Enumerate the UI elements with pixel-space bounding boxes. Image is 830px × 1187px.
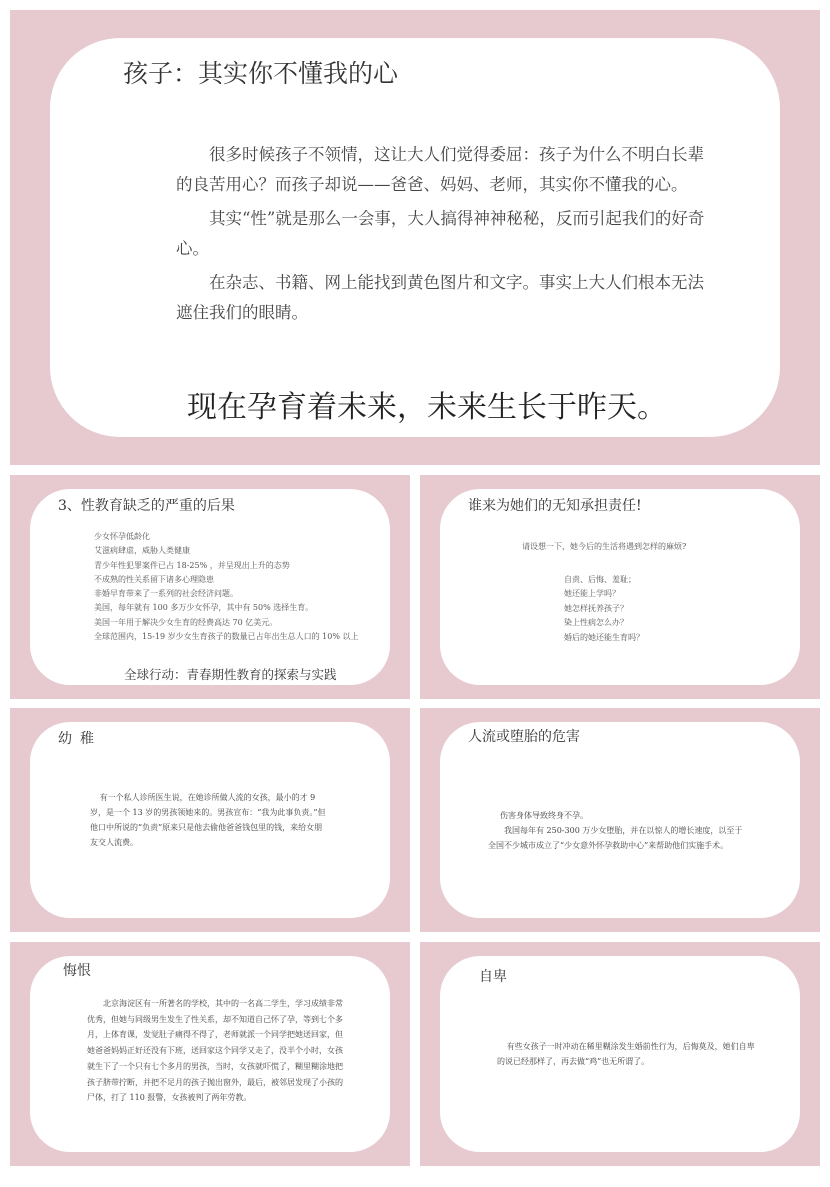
slide-body — [497, 1039, 759, 1069]
paragraph: 有些女孩子一时冲动在稀里糊涂发生婚前性行为，后悔莫及，她们自卑的说已经那样了，再去做“鸡”也无所谓了。 — [497, 1042, 755, 1066]
list-item: 艾滋病肆虐，威胁人类健康 — [94, 546, 190, 556]
slide-title: 人流或堕胎的危害 — [468, 729, 580, 745]
slide-title: 悔恨 — [63, 963, 91, 979]
list-item: 婚后的她还能生育吗？ — [564, 632, 644, 642]
slide-prompt: 请设想一下，她今后的生活将遇到怎样的麻烦? — [522, 542, 687, 551]
paragraph: 有一个私人诊所医生说，在她诊所做人流的女孩，最小的才 9 岁，是一个 13 岁的男孩领她来的。男孩宣布：“我为此事负责。”但他口中所说的“负责”原来只是他去偷他爸爸钱包里的钱，来给女朋友交人流费。 — [90, 793, 326, 847]
list-item: 美国，每年就有 100 多万少女怀孕，其中有 50% 选择生育。 — [94, 603, 314, 613]
paragraph: 在杂志、书籍、网上能找到黄色图片和文字。事实上大人们根本无法遮住我们的眼睛。 — [176, 273, 704, 322]
slide-4 — [10, 708, 410, 932]
slide-body — [488, 808, 744, 853]
slide-5 — [420, 708, 820, 932]
slide-title: 自卑 — [479, 969, 507, 985]
consequence-list — [94, 530, 358, 644]
slide-footer: 全球行动：青春期性教育的探索与实践 — [124, 667, 337, 682]
list-item: 自责、后悔、羞耻； — [564, 575, 636, 584]
paragraph: 其实“性”就是那么一会事，大人搞得神神秘秘，反而引起我们的好奇心。 — [176, 209, 705, 258]
list-item: 青少年性犯罪案件已占 18-25% ，并呈现出上升的态势 — [94, 560, 290, 570]
list-item: 少女怀孕低龄化 — [94, 532, 150, 541]
slide-2 — [10, 475, 410, 699]
slide-6 — [10, 942, 410, 1166]
slide-body — [90, 790, 330, 850]
paragraph: 伤害身体导致终身不孕。 — [500, 811, 588, 820]
slide-title: 3、性教育缺乏的严重的后果 — [58, 498, 235, 514]
list-item: 美国一年用于解决少女生育的经费高达 70 亿美元。 — [94, 617, 278, 627]
question-list — [564, 573, 644, 645]
slide-3 — [420, 475, 820, 699]
slide-7 — [420, 942, 820, 1166]
slide-title: 幼稚 — [58, 731, 102, 747]
list-item: 全球范围内，15-19 岁少女生育孩子的数量已占年出生总人口的 10% 以上 — [94, 632, 359, 642]
paragraph: 北京海淀区有一所著名的学校，其中的一名高二学生，学习成绩非常优秀，但她与同级男生发生了性关系，却不知道自己怀了孕，等到七个多月，上体育课，发觉肚子痛得不得了，老师就派一个同学把她送回家，但她爸爸妈妈正好还没有下班，送回家这个同学又走了，没半个小时，女孩就生下了一个只有七个多月的男孩，当时，女孩就吓慌了，糊里糊涂地把孩子脐带拧断，并把不足月的孩子抛出窗外，最后，被邻居发现了小孩的尸体，打了 110 报警，女孩被判了两年劳教。 — [87, 999, 343, 1103]
list-item: 染上性病怎么办？ — [564, 618, 628, 628]
slide-title: 孩子：其实你不懂我的心 — [123, 59, 399, 88]
list-item: 她怎样抚养孩子？ — [564, 603, 628, 613]
list-item: 不成熟的性关系留下诸多心理隐患 — [94, 574, 214, 584]
paragraph: 我国每年有 250-300 万少女堕胎，并在以惊人的增长速度，以至于全国不少城市成立了“少女意外怀孕救助中心”来帮助他们实施手术。 — [488, 826, 743, 850]
slide-title: 谁来为她们的无知承担责任! — [468, 498, 642, 514]
slide-body — [176, 140, 716, 332]
slide-1 — [10, 10, 820, 465]
slide-body — [87, 996, 343, 1106]
list-item: 她还能上学吗？ — [564, 589, 620, 599]
list-item: 非婚早育带来了一系列的社会经济问题。 — [94, 589, 238, 599]
paragraph: 很多时候孩子不领情，这让大人们觉得委屈：孩子为什么不明白长辈的良苦用心？而孩子却说——爸爸、妈妈、老师，其实你不懂我的心。 — [176, 145, 704, 194]
slide-motto: 现在孕育着未来，未来生长于昨天。 — [187, 390, 667, 425]
